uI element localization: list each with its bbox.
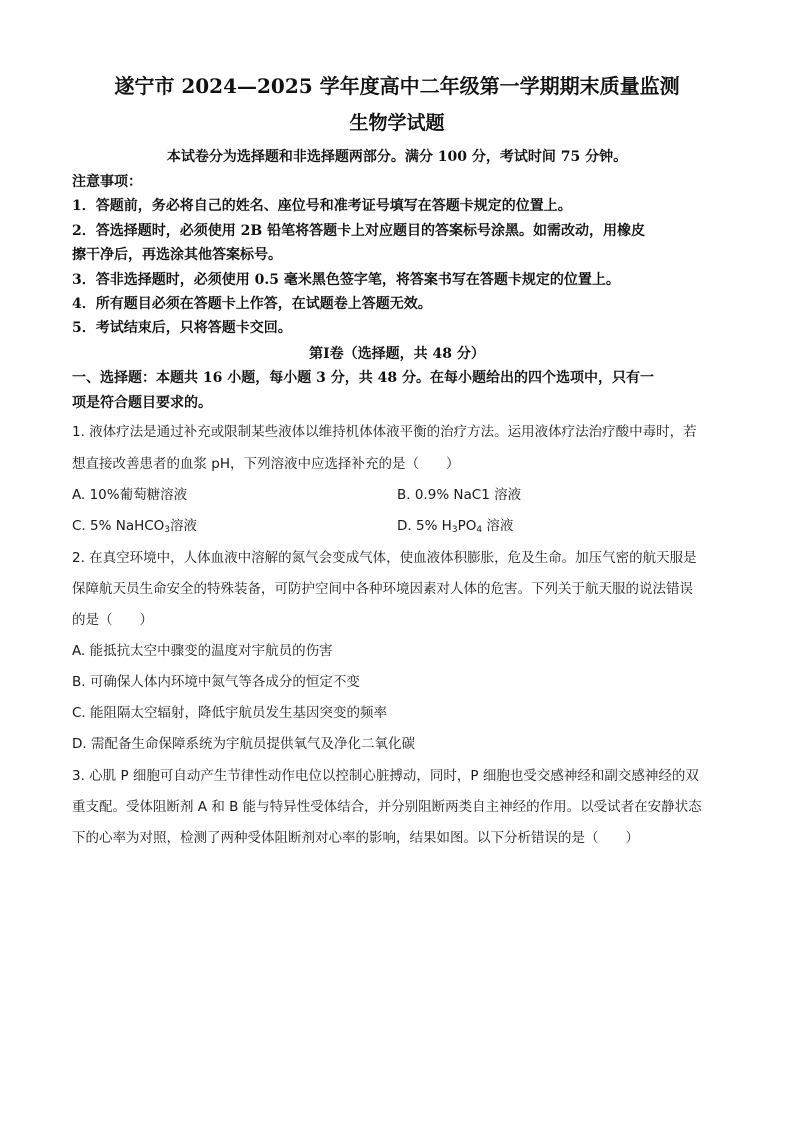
question-2-option-c: C. 能阻隔太空辐射，降低宇航员发生基因突变的频率 [72, 705, 388, 721]
question-1-option-a: A. 10%葡萄糖溶液 [72, 487, 188, 503]
question-2-option-a: A. 能抵抗太空中骤变的温度对宇航员的伤害 [72, 643, 333, 659]
exam-intro: 本试卷分为选择题和非选择题两部分。满分 100 分，考试时间 75 分钟。 [166, 149, 628, 165]
section-title: 第Ⅰ卷（选择题，共 48 分） [309, 346, 485, 362]
question-3-stem: 3. 心肌 P 细胞可自动产生节律性动作电位以控制心脏搏动，同时，P 细胞也受交感神经和副交感神经的双 [72, 768, 699, 784]
note-item: 擦干净后，再选涂其他答案标号。 [72, 247, 282, 263]
exam-title: 遂宁市 2024—2025 学年度高中二年级第一学期期末质量监测 [114, 74, 680, 98]
question-1-stem: 1. 液体疗法是通过补充或限制某些液体以维持机体体液平衡的治疗方法。运用液体疗法治疗酸中毒时，若 [72, 424, 697, 440]
note-item: 2．答选择题时，必须使用 2B 铅笔将答题卡上对应题目的答案标号涂黑。如需改动，用橡皮 [72, 223, 646, 239]
note-item: 1．答题前，务必将自己的姓名、座位号和准考证号填写在答题卡规定的位置上。 [72, 198, 572, 214]
section-instruction: 一、选择题：本题共 16 小题，每小题 3 分，共 48 分。在每小题给出的四个选项中，只有一 [72, 370, 654, 386]
question-2-stem: 2. 在真空环境中，人体血液中溶解的氮气会变成气体，使血液体积膨胀，危及生命。加压气密的航天服是 [72, 550, 697, 566]
question-2-stem: 保障航天员生命安全的特殊装备，可防护空间中各种环境因素对人体的危害。下列关于航天服的说法错误 [72, 581, 693, 597]
note-item: 4．所有题目必须在答题卡上作答，在试题卷上答题无效。 [72, 296, 432, 312]
section-instruction: 项是符合题目要求的。 [72, 395, 212, 411]
question-2-option-b: B. 可确保人体内环境中氮气等各成分的恒定不变 [72, 674, 360, 690]
note-item: 3．答非选择题时，必须使用 0.5 毫米黑色签字笔，将答案书写在答题卡规定的位置上。 [72, 272, 620, 288]
question-2-option-d: D. 需配备生命保障系统为宇航员提供氧气及净化二氧化碳 [72, 736, 415, 752]
question-2-stem: 的是（ ） [72, 612, 153, 628]
question-3-stem: 重支配。受体阻断剂 A 和 B 能与特异性受体结合，并分别阻断两类自主神经的作用。以受试者在安静状态 [72, 799, 702, 815]
question-1-option-b: B. 0.9% NaC1 溶液 [397, 487, 522, 503]
note-item: 5．考试结束后，只将答题卡交回。 [72, 320, 292, 336]
question-3-stem: 下的心率为对照，检测了两种受体阻断剂对心率的影响，结果如图。以下分析错误的是（ ） [72, 830, 639, 846]
exam-subtitle: 生物学试题 [349, 112, 445, 134]
question-1-option-d: D. 5% $H_3PO_4$ 溶液 [397, 518, 514, 535]
question-1-stem: 想直接改善患者的血浆 pH，下列溶液中应选择补充的是（ ） [72, 456, 460, 472]
question-1-option-c: C. 5% NaHCO$_3$溶液 [72, 518, 198, 535]
notes-heading: 注意事项： [72, 174, 142, 190]
